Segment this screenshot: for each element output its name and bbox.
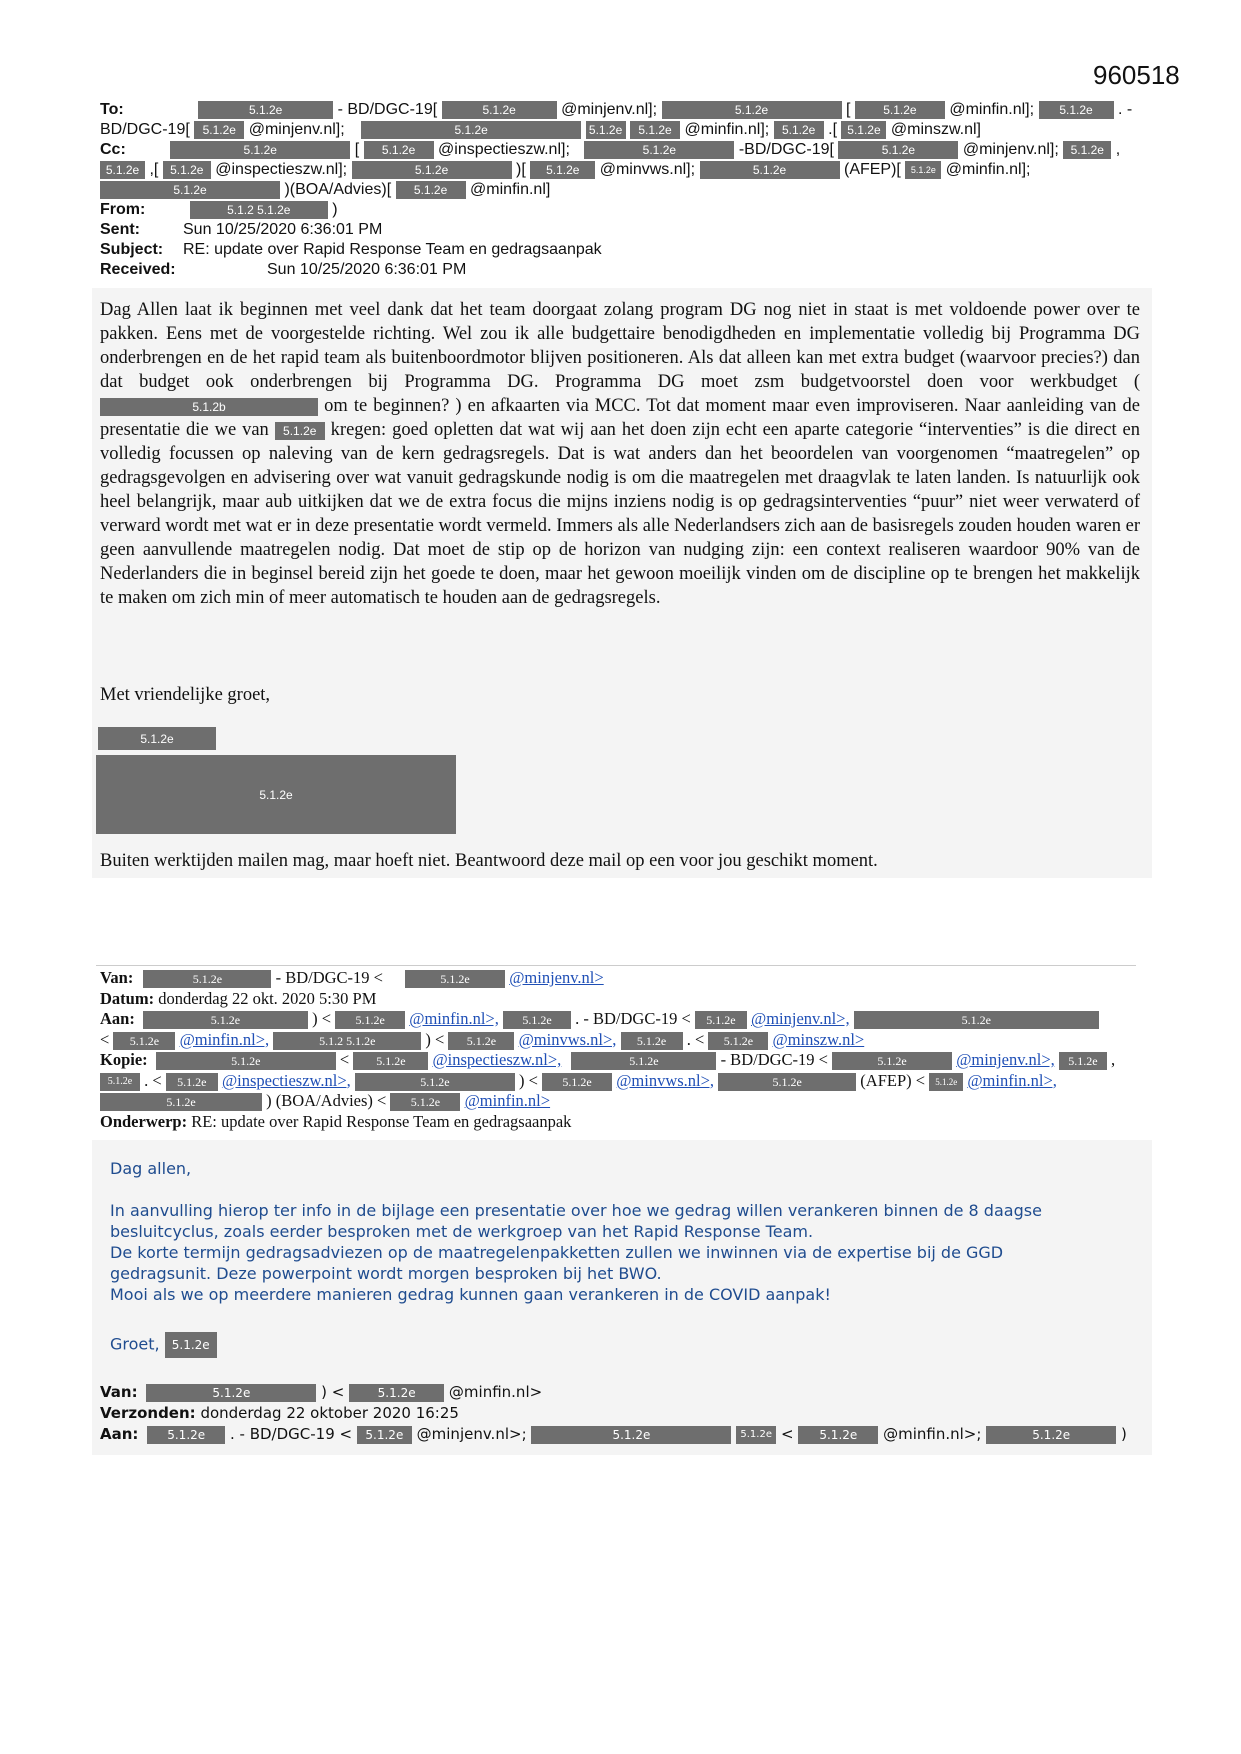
redaction: 5.1.2e <box>352 161 512 179</box>
m3-text: ) < <box>321 1383 345 1401</box>
to-text: - BD/DGC-19[ <box>337 101 438 118</box>
signature-redaction-name: 5.1.2e <box>98 727 216 750</box>
redaction: 5.1.2e <box>113 1032 175 1050</box>
m2-text: ) < <box>312 1009 332 1028</box>
message1-text: Dag Allen laat ik beginnen met veel dank dat het team doorgaat zolang program DG nog niet in staat is met voldoende power over te pakken. Eens met de voorgestelde richting. Wel zou ik alle budgettaire benodigdheden en implementatie volledig bij Programma DG onderbrengen en de het rapid team als buitenboordmotor blijven positioneren. Als dat alleen kan met extra budget (waarvoor precies?) dan dat budget ook onderbrengen bij Programma DG. Programma DG moet zsm budgetvoorstel doen voor werkbudget ( <box>100 300 1140 392</box>
redaction: 5.1.2e <box>353 1052 428 1070</box>
redaction: 5.1.2 5.1.2e <box>273 1032 421 1050</box>
m2-text: , <box>1111 1050 1116 1069</box>
redaction: 5.1.2e <box>542 1073 612 1091</box>
redaction: 5.1.2e <box>621 1032 683 1050</box>
to-text: . - <box>1117 101 1133 118</box>
sent-value: Sun 10/25/2020 6:36:01 PM <box>183 221 383 238</box>
redaction: 5.1.2e <box>364 141 434 159</box>
redaction: 5.1.2e <box>100 161 145 179</box>
cc-text: , <box>1115 141 1121 158</box>
m2-email-link[interactable]: @minszw.nl> <box>772 1029 865 1049</box>
to-label: To: <box>100 101 124 118</box>
m3-verzonden-value: donderdag 22 oktober 2020 16:25 <box>200 1404 459 1422</box>
cc-text: @inspectieszw.nl]; <box>215 161 348 178</box>
m2-body-line: gedragsunit. Deze powerpoint wordt morgen besproken bij het BWO. <box>110 1264 662 1283</box>
redaction: 5.1.2e <box>165 1332 217 1358</box>
to-text: @minjenv.nl]; <box>561 101 658 118</box>
redaction: 5.1.2e <box>586 121 626 139</box>
redaction: 5.1.2e <box>841 121 886 139</box>
to-text: BD/DGC-19[ <box>100 121 190 138</box>
redaction: 5.1.2e <box>855 101 945 119</box>
m3-aan-line <box>100 1424 1127 1445</box>
m3-verzonden-line <box>100 1403 1127 1424</box>
m2-text: < <box>100 1029 110 1049</box>
subject-label: Subject: <box>100 241 164 258</box>
m2-aan-line-1 <box>100 1009 1140 1030</box>
m3-text: @minfin.nl>; <box>883 1425 982 1443</box>
redaction: 5.1.2e <box>1039 101 1114 119</box>
message2-header <box>100 968 1140 1132</box>
cc-label: Cc: <box>100 141 126 158</box>
redaction: 5.1.2e <box>275 422 325 440</box>
m3-text: ) <box>1120 1425 1127 1443</box>
m2-text: (AFEP) < <box>860 1070 926 1090</box>
received-label: Received: <box>100 261 176 278</box>
redaction: 5.1.2e <box>405 970 505 988</box>
m2-email-link[interactable]: @minjenv.nl> <box>509 968 604 987</box>
redaction: 5.1.2e <box>361 121 581 139</box>
redaction: 5.1.2e <box>584 141 734 159</box>
redaction: 5.1.2e <box>355 1073 515 1091</box>
message1-paragraph <box>100 298 1140 610</box>
m3-van-line <box>100 1382 1127 1403</box>
m2-body-line: De korte termijn gedragsadviezen op de maatregelenpakketten zullen we inwinnen via de expertise bij de GGD <box>110 1243 1004 1262</box>
redaction: 5.1.2e <box>531 1426 731 1444</box>
redaction: 5.1.2e <box>854 1011 1099 1029</box>
m3-text: @minjenv.nl>; <box>416 1425 527 1443</box>
m2-email-link[interactable]: @minfin.nl> <box>464 1091 551 1110</box>
redaction: 5.1.2e <box>442 101 557 119</box>
redaction: 5.1.2e <box>1063 141 1111 159</box>
redaction: 5.1.2e <box>503 1011 571 1029</box>
m2-kopie-line-1 <box>100 1050 1140 1071</box>
m2-body-line: besluitcyclus, zoals eerder besproken met de werkgroep van het Rapid Response Team. <box>110 1222 814 1241</box>
m2-text: . - BD/DGC-19 < <box>575 1009 691 1028</box>
cc-text: (AFEP)[ <box>843 161 901 178</box>
redaction: 5.1.2e <box>143 970 271 988</box>
m3-verzonden-label: Verzonden: <box>100 1404 196 1422</box>
m2-text: - BD/DGC-19 < <box>720 1050 828 1069</box>
m2-text: . < <box>686 1029 705 1049</box>
m2-datum-value: donderdag 22 okt. 2020 5:30 PM <box>158 988 377 1008</box>
cc-line-3 <box>100 180 550 200</box>
redaction: 5.1.2e <box>390 1093 460 1111</box>
redaction: 5.1.2e <box>166 1073 218 1091</box>
cc-text: @minvws.nl]; <box>599 161 696 178</box>
to-text: @minfin.nl]; <box>949 101 1035 118</box>
received-value: Sun 10/25/2020 6:36:01 PM <box>267 261 467 278</box>
m2-kopie-line-2 <box>100 1071 1140 1092</box>
redaction: 5.1.2e <box>736 1426 776 1444</box>
m3-van-label: Van: <box>100 1383 138 1401</box>
message3-header <box>100 1382 1127 1445</box>
m2-email-link[interactable]: @minfin.nl>, <box>409 1009 499 1028</box>
redaction: 5.1.2b <box>100 398 318 416</box>
m2-email-link[interactable]: @minjenv.nl>, <box>956 1050 1055 1069</box>
redaction: 5.1.2e <box>695 1011 747 1029</box>
redaction: 5.1.2e <box>156 1052 336 1070</box>
to-text: @minfin.nl]; <box>684 121 770 138</box>
m2-onderwerp-label: Onderwerp: <box>100 1111 188 1131</box>
m2-text: ) < <box>519 1070 538 1090</box>
cc-text: )(BOA/Advies)[ <box>284 181 392 198</box>
m2-text: ) < <box>425 1029 445 1049</box>
m2-groet-text: Groet, <box>110 1334 160 1354</box>
to-text: @minjenv.nl]; <box>248 121 345 138</box>
redaction: 5.1.2e <box>198 101 333 119</box>
to-text: .[ <box>828 121 838 138</box>
redaction: 5.1.2e <box>718 1073 856 1091</box>
m2-aan-line-2 <box>100 1030 1140 1051</box>
redaction: 5.1.2 5.1.2e <box>190 201 328 219</box>
m2-body-line: In aanvulling hierop ter info in de bijlage een presentatie over hoe we gedrag willen verankeren binnen de 8 daagse <box>110 1201 1042 1220</box>
m2-email-link[interactable]: @minjenv.nl>, <box>751 1009 850 1028</box>
redaction: 5.1.2e <box>349 1384 444 1402</box>
m3-text: . - BD/DGC-19 < <box>229 1425 353 1443</box>
sent-label: Sent: <box>100 221 140 238</box>
subject-line <box>100 240 602 260</box>
cc-text: @minfin.nl]; <box>945 161 1031 178</box>
redaction: 5.1.2e <box>838 141 958 159</box>
sent-line <box>100 220 383 240</box>
redaction: 5.1.2e <box>146 1384 316 1402</box>
m2-kopie-line-3 <box>100 1091 1140 1112</box>
to-line-2 <box>100 120 981 140</box>
redaction: 5.1.2e <box>708 1032 768 1050</box>
m2-email-link[interactable]: @inspectieszw.nl>, <box>221 1070 351 1090</box>
m3-aan-label: Aan: <box>100 1425 139 1443</box>
from-text: ) <box>332 201 338 218</box>
redaction: 5.1.2e <box>100 1093 262 1111</box>
m2-groet <box>110 1332 217 1358</box>
m2-onderwerp-line <box>100 1112 1140 1133</box>
redaction: 5.1.2e <box>100 181 280 199</box>
divider <box>96 965 1136 966</box>
m2-aan-label: Aan: <box>100 1009 135 1028</box>
redaction: 5.1.2e <box>396 181 466 199</box>
m2-email-link[interactable]: @minvws.nl>, <box>616 1070 715 1090</box>
m2-email-link[interactable]: @inspectieszw.nl>, <box>432 1050 562 1069</box>
m3-text: @minfin.nl> <box>448 1383 543 1401</box>
m2-datum-line <box>100 989 1140 1010</box>
redaction: 5.1.2e <box>335 1011 405 1029</box>
m2-onderwerp-value: RE: update over Rapid Response Team en gedragsaanpak <box>191 1111 572 1131</box>
m2-text: < <box>339 1050 350 1069</box>
from-line <box>100 200 338 220</box>
m2-text: ) (BOA/Advies) < <box>266 1091 387 1110</box>
m2-text: - BD/DGC-19 < <box>275 968 383 987</box>
message2-body <box>110 1200 1140 1305</box>
m2-van-label: Van: <box>100 968 134 987</box>
message1-greeting: Met vriendelijke groet, <box>100 685 271 705</box>
redaction: 5.1.2e <box>774 121 824 139</box>
m2-body-greeting: Dag allen, <box>110 1159 192 1178</box>
redaction: 5.1.2e <box>798 1426 878 1444</box>
cc-line-2 <box>100 160 1031 180</box>
message1-text: kregen: goed opletten dat wat wij aan het doen zijn echt een aparte categorie “interventies” is die direct en volledig focussen op naleving van de kern gedragsregels. Dat is wat anders dan het beoordelen van voorgenomen “maatregelen” op gedragsgevolgen en advisering over wat vanuit gedragskunde nodig is om die maatregelen met draagvlak te laten landen. Is natuurlijk ook heel belangrijk, maar aub uitkijken dat we de extra focus die mijns inziens nodig is op gedragsinterventies “puur” niet weer verwaterd of verward wordt met wat er in deze presentatie wordt vermeld. Immers als alle Nederlandsers zich aan de basisregels zouden houden waren er geen aanvullende maatregelen nodig. Dat moet de stip op de horizon van nudging zijn: een context realiseren waardoor 90% van de Nederlanders die in beginsel bereid zijn het goede te doen, maar het gewoon moeilijk vinden om de discipline op te brengen het makkelijk te maken om zich min of meer automatisch te houden aan de gedragsregels. <box>100 420 1141 608</box>
m2-datum-label: Datum: <box>100 988 155 1008</box>
message1-text: om te beginnen? ) en afkaarten via MCC. Tot dat moment maar even improviseren. Naar aanleiding van de presentatie die we van <box>100 396 1140 440</box>
m2-van-line <box>100 968 1140 989</box>
redaction: 5.1.2e <box>905 161 941 179</box>
to-text: @minszw.nl] <box>890 121 981 138</box>
m2-text: . < <box>144 1070 162 1090</box>
m2-email-link[interactable]: @minvws.nl>, <box>518 1029 617 1049</box>
redaction: 5.1.2e <box>100 1073 140 1091</box>
m2-kopie-label: Kopie: <box>100 1050 148 1069</box>
cc-text: @inspectieszw.nl]; <box>438 141 570 158</box>
m3-text: < <box>780 1425 794 1443</box>
m2-body-line: Mooi als we op meerdere manieren gedrag kunnen gaan verankeren in de COVID aanpak! <box>110 1285 831 1304</box>
cc-text: ,[ <box>149 161 159 178</box>
message1-footer: Buiten werktijden mailen mag, maar hoeft niet. Beantwoord deze mail op een voor jou geschikt moment. <box>100 851 878 871</box>
received-line <box>100 260 467 280</box>
document-id: 960518 <box>1093 60 1180 90</box>
m2-email-link[interactable]: @minfin.nl>, <box>967 1070 1057 1090</box>
redaction: 5.1.2e <box>163 161 211 179</box>
redaction: 5.1.2e <box>832 1052 952 1070</box>
cc-text: @minjenv.nl]; <box>962 141 1059 158</box>
redaction: 5.1.2e <box>700 161 840 179</box>
redaction: 5.1.2e <box>143 1011 308 1029</box>
redaction: 5.1.2e <box>571 1052 716 1070</box>
redaction: 5.1.2e <box>194 121 244 139</box>
redaction: 5.1.2e <box>1059 1052 1107 1070</box>
redaction: 5.1.2e <box>357 1426 412 1444</box>
cc-text: @minfin.nl] <box>470 181 551 198</box>
signature-redaction-block: 5.1.2e <box>96 755 456 834</box>
cc-text: -BD/DGC-19[ <box>738 141 834 158</box>
redaction: 5.1.2e <box>530 161 595 179</box>
from-label: From: <box>100 201 146 218</box>
redaction: 5.1.2e <box>448 1032 514 1050</box>
redaction: 5.1.2e <box>630 121 680 139</box>
redaction: 5.1.2e <box>662 101 842 119</box>
cc-text: [ <box>354 141 360 158</box>
cc-line-1 <box>100 140 1120 160</box>
redaction: 5.1.2e <box>170 141 350 159</box>
subject-value: RE: update over Rapid Response Team en gedragsaanpak <box>183 241 602 258</box>
cc-text: )[ <box>516 161 526 178</box>
redaction: 5.1.2e <box>147 1426 225 1444</box>
to-line-1 <box>100 100 1132 120</box>
redaction: 5.1.2e <box>986 1426 1116 1444</box>
to-text: [ <box>845 101 851 118</box>
redaction: 5.1.2e <box>929 1073 963 1091</box>
m2-email-link[interactable]: @minfin.nl>, <box>179 1029 270 1049</box>
